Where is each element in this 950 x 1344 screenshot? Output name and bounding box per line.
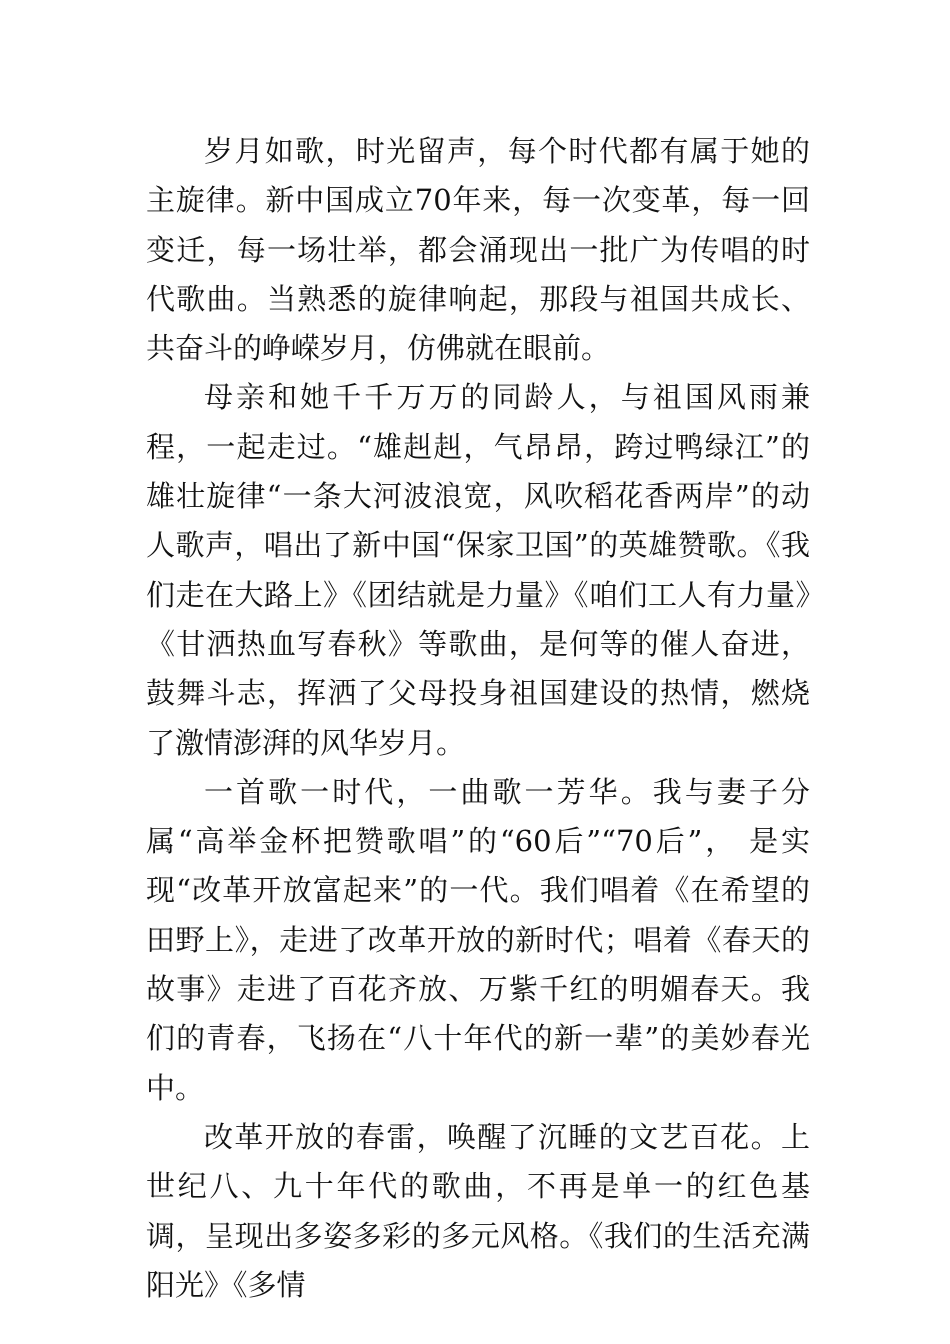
- document-body: [146, 127, 810, 1310]
- paragraph-4: 改革开放的春雷，唤醒了沉睡的文艺百花。上世纪八、九十年代的歌曲，不再是单一的红色基调，呈现出多姿多彩的多元风格。《我们的生活充满阳光》《多情: [146, 1119, 810, 1302]
- paragraph-2: 母亲和她千千万万的同龄人，与祖国风雨兼程，一起走过。“雄赳赳，气昂昂，跨过鸭绿江”的雄壮旋律“一条大河波浪宽，风吹稻花香两岸”的动人歌声，唱出了新中国“保家卫国”的英雄赞歌。《我们走在大路上》《团结就是力量》《咱们工人有力量》《甘洒热血写春秋》等歌曲，是何等的催人奋进，鼓舞斗志，挥洒了父母投身祖国建设的热情，燃烧了激情澎湃的风华岁月。: [146, 380, 810, 760]
- paragraph-1: 岁月如歌，时光留声，每个时代都有属于她的主旋律。新中国成立70年来，每一次变革，每一回变迁，每一场壮举，都会涌现出一批广为传唱的时代歌曲。当熟悉的旋律响起，那段与祖国共成长、共奋斗的峥嵘岁月，仿佛就在眼前。: [146, 134, 810, 366]
- paragraph-3: 一首歌一时代，一曲歌一芳华。我与妻子分属“高举金杯把赞歌唱”的“60后”“70后”， 是实现“改革开放富起来”的一代。我们唱着《在希望的田野上》，走进了改革开放的新时代；唱着《春天的故事》走进了百花齐放、万紫千红的明媚春天。我们的青春，飞扬在“八十年代的新一辈”的美妙春光中。: [146, 774, 810, 1105]
